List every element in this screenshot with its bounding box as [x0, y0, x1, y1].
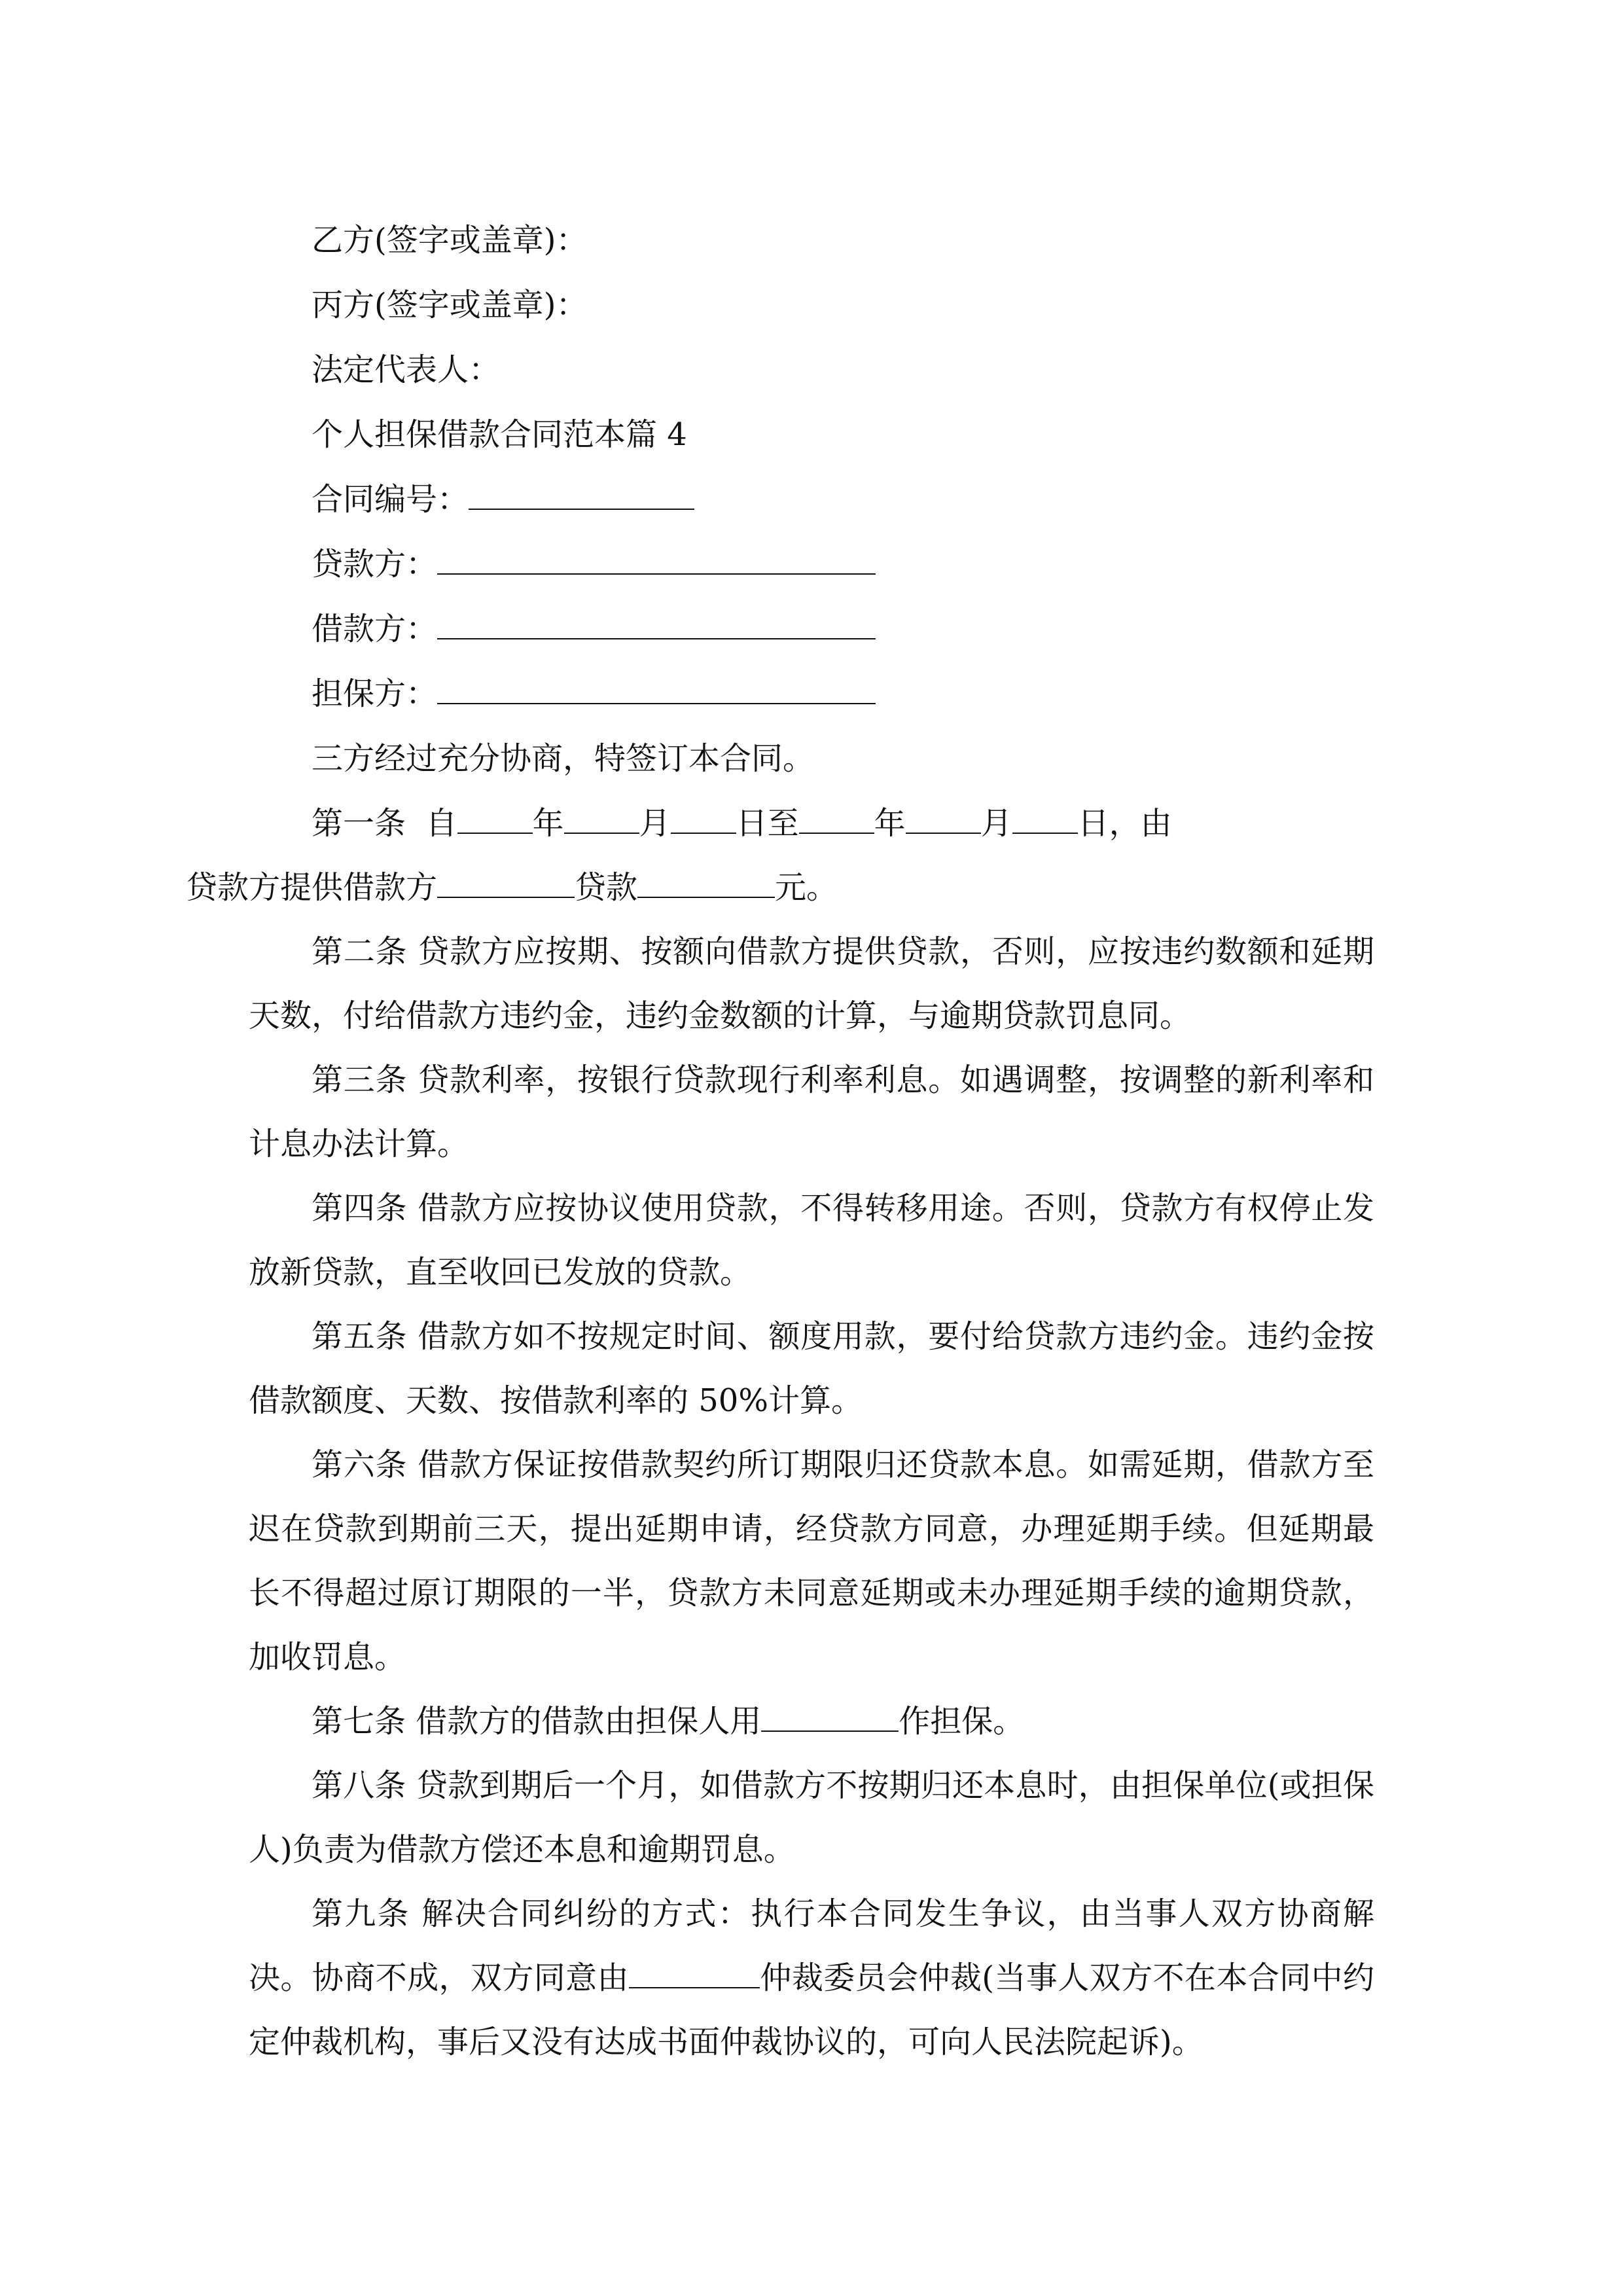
- section-title: 个人担保借款合同范本篇 4: [312, 416, 687, 453]
- article-9: [249, 1882, 1374, 2074]
- article-1-text: 贷款方提供借款方: [186, 869, 438, 906]
- article-9-text: 第九条 解决合同纠纷的方式：执行本合同发生争议，由当事人双方协商解决。协商不成，双方同意由: [249, 1895, 1374, 1996]
- collateral-blank: [761, 1704, 899, 1732]
- contract-number-field: [249, 467, 1374, 532]
- month-blank: [564, 806, 639, 834]
- arbitration-blank: [629, 1961, 760, 1988]
- borrower-blank: [437, 612, 876, 639]
- document-page: [186, 208, 1374, 2074]
- legal-representative: 法定代表人：: [312, 351, 501, 388]
- party-c-signature: 丙方(签字或盖章)：: [312, 287, 588, 323]
- year-blank: [799, 806, 874, 834]
- month-blank: [906, 806, 981, 834]
- article-1-text: 日，由: [1077, 805, 1172, 842]
- article-3: 第三条 贷款利率，按银行贷款现行利率利息。如遇调整，按调整的新利率和计息办法计算。: [249, 1062, 1374, 1162]
- article-1: [186, 791, 1374, 920]
- party-b-signature: 乙方(签字或盖章)：: [312, 222, 588, 259]
- article-4: 第四条 借款方应按协议使用贷款，不得转移用途。否则，贷款方有权停止发放新贷款，直至收回已发放的贷款。: [249, 1190, 1374, 1291]
- article-1-label: 第一条: [312, 805, 406, 842]
- article-8: 第八条 贷款到期后一个月，如借款方不按期归还本息时，由担保单位(或担保人)负责为借款方偿还本息和逾期罚息。: [249, 1767, 1374, 1868]
- article-1-text: 年: [874, 805, 906, 842]
- article-1-text: 月: [639, 805, 671, 842]
- borrower-field: [249, 597, 1374, 662]
- contract-number-blank: [469, 482, 694, 510]
- guarantor-label: 担保方：: [312, 675, 438, 712]
- article-7-text: 第七条 借款方的借款由担保人用: [312, 1703, 762, 1740]
- guarantor-blank: [437, 677, 876, 704]
- guarantor-field: [249, 662, 1374, 726]
- article-7: [249, 1689, 1374, 1753]
- contract-number-label: 合同编号：: [312, 481, 469, 518]
- loan-type-blank: [437, 870, 575, 898]
- article-1-text: 贷款: [575, 869, 638, 906]
- article-9-text: 仲裁委员会仲裁(当事人双方不在本合同中约定仲裁机构，事后又没有达成书面仲裁协议的，可向人民法院起诉)。: [249, 1960, 1374, 2060]
- article-1-text: 自: [425, 805, 457, 842]
- lender-field: [249, 532, 1374, 597]
- article-1-text: 月: [980, 805, 1012, 842]
- borrower-label: 借款方：: [312, 611, 438, 647]
- article-2: 第二条 贷款方应按期、按额向借款方提供贷款，否则，应按违约数额和延期天数，付给借款方违约金，违约金数额的计算，与逾期贷款罚息同。: [249, 933, 1374, 1034]
- article-1-text: 日至: [736, 805, 799, 842]
- amount-blank: [637, 870, 775, 898]
- article-1-text: 年: [532, 805, 564, 842]
- lender-blank: [437, 547, 876, 575]
- lender-label: 贷款方：: [312, 546, 438, 583]
- day-blank: [671, 806, 736, 834]
- article-7-text: 作担保。: [899, 1703, 1025, 1740]
- article-6: 第六条 借款方保证按借款契约所订期限归还贷款本息。如需延期，借款方至迟在贷款到期前三天，提出延期申请，经贷款方同意，办理延期手续。但延期最长不得超过原订期限的一半，贷款方未同意延期或未办理延期手续的逾期贷款，加收罚息。: [249, 1446, 1374, 1676]
- article-1-text: 元。: [775, 869, 838, 906]
- day-blank: [1012, 806, 1078, 834]
- intro-text: 三方经过充分协商，特签订本合同。: [312, 740, 815, 777]
- year-blank: [457, 806, 533, 834]
- article-5: 第五条 借款方如不按规定时间、额度用款，要付给贷款方违约金。违约金按借款额度、天数、按借款利率的 50%计算。: [249, 1318, 1374, 1419]
